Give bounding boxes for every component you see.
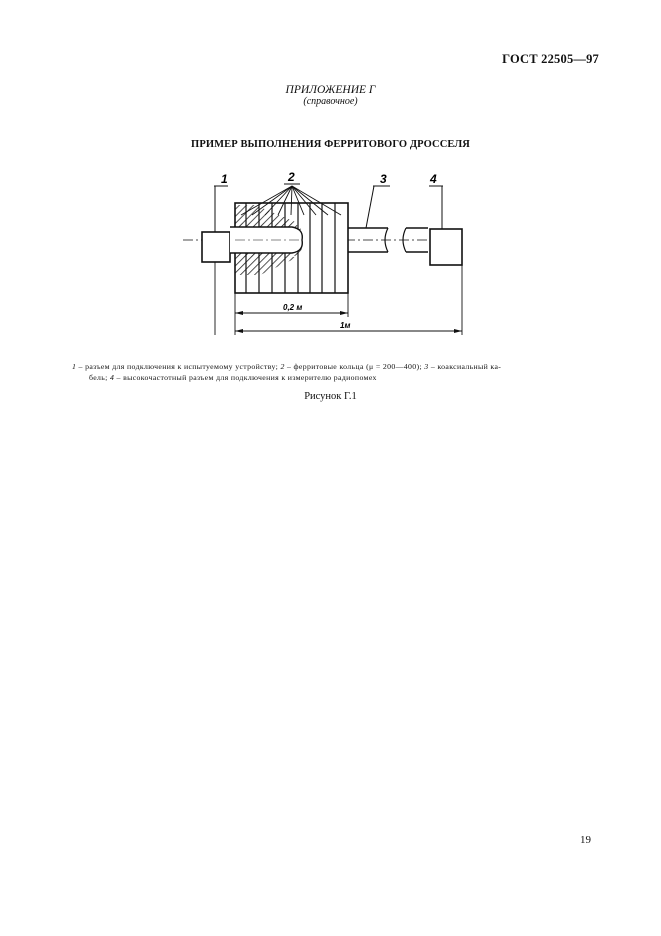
- appendix-note: (справочное): [303, 96, 358, 107]
- caption-line-1: [72, 361, 592, 372]
- dimension-ferrite-label: 0,2 м: [283, 303, 303, 312]
- document-code: ГОСТ 22505—97: [502, 52, 599, 66]
- dimension-total-label: 1м: [340, 321, 351, 330]
- callout-3-label: 3: [380, 172, 387, 186]
- figure-label: Рисунок Г.1: [304, 391, 357, 402]
- main-title: ПРИМЕР ВЫПОЛНЕНИЯ ФЕРРИТОВОГО ДРОССЕЛЯ: [191, 139, 470, 150]
- dimension-ferrite-length: [235, 293, 348, 317]
- callout-1: [214, 172, 228, 232]
- caption-item-3-num: 3: [424, 362, 429, 371]
- callout-1-label: 1: [221, 172, 228, 186]
- page-number: 19: [580, 834, 591, 846]
- callout-4-label: 4: [430, 172, 437, 186]
- caption-item-1-text: – разъем для подключения к испытуемому устройству;: [76, 362, 281, 371]
- caption-item-4-num: 4: [110, 373, 115, 382]
- callout-4: [429, 172, 443, 229]
- figure-caption: [72, 361, 592, 383]
- caption-item-2-text: – ферритовые кольца (μ = 200—400);: [284, 362, 425, 371]
- caption-line-2: [72, 372, 592, 383]
- connector-1: [202, 232, 230, 262]
- callout-2-label: 2: [288, 170, 295, 184]
- caption-item-1-num: 1: [72, 362, 77, 371]
- caption-item-3-text: – коаксиальный ка-: [428, 362, 502, 371]
- caption-line-2-start: бель;: [89, 373, 110, 382]
- connector-4: [430, 229, 462, 265]
- ferrite-rings: [230, 203, 348, 293]
- callout-3: [366, 172, 390, 228]
- caption-item-4-text: – высокочастотный разъем для подключения к измерителю радиопомех: [114, 373, 377, 382]
- appendix-title: ПРИЛОЖЕНИЕ Г: [285, 84, 376, 96]
- caption-item-2-num: 2: [280, 362, 285, 371]
- ferrite-choke-drawing: [180, 165, 480, 340]
